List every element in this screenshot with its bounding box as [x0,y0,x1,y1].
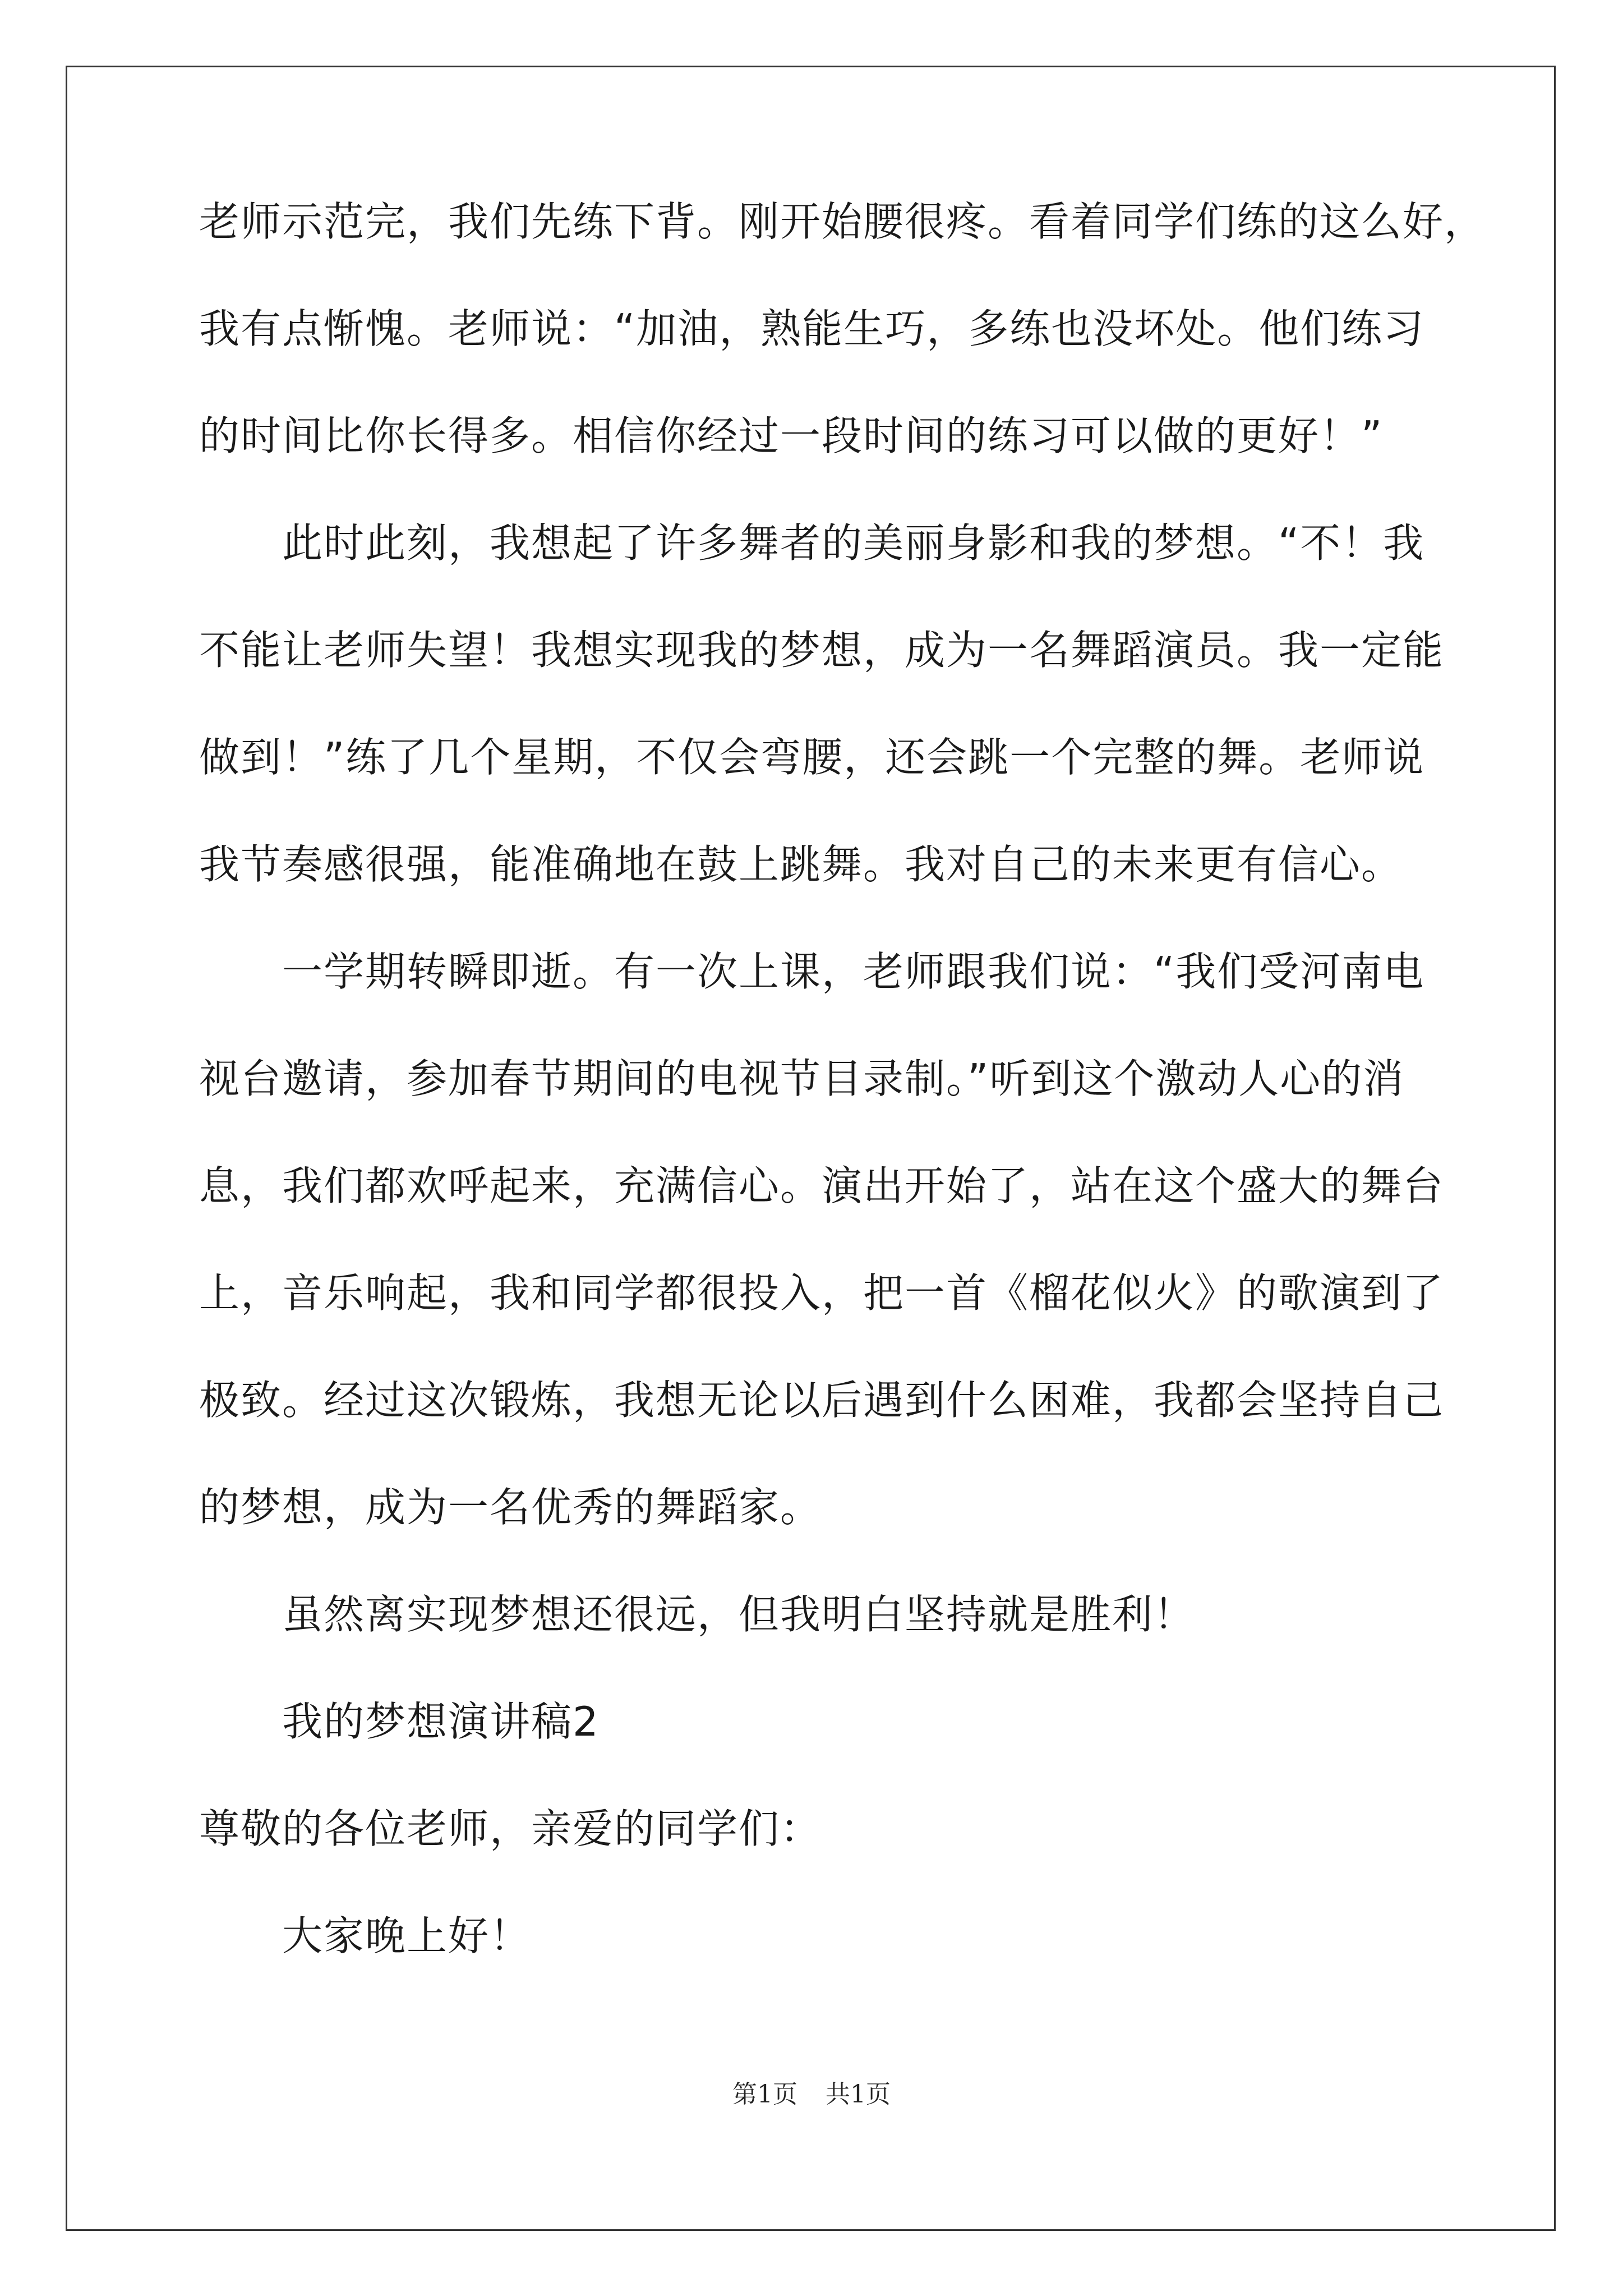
section-title: 我的梦想演讲稿2 [282,1698,600,1745]
text-line: 不能让老师失望！我想实现我的梦想，成为一名舞蹈演员。我一定能 [199,627,1445,674]
text-line: 做到！”练了几个星期，不仅会弯腰，还会跳一个完整的舞。老师说 [199,734,1425,781]
page-total: 共1页 [826,2080,891,2109]
greeting: 大家晚上好！ [282,1912,532,1959]
text-line: 上，音乐响起，我和同学都很投入，把一首《榴花似火》的歌演到了 [199,1269,1445,1317]
text-line: 的梦想，成为一名优秀的舞蹈家。 [199,1484,822,1531]
paragraph-first-line: 虽然离实现梦想还很远，但我明白坚持就是胜利！ [282,1591,1196,1638]
paragraph-first-line: 一学期转瞬即逝。有一次上课，老师跟我们说：“我们受河南电 [282,948,1425,995]
paragraph-first-line: 此时此刻，我想起了许多舞者的美丽身影和我的梦想。“不！我 [282,519,1425,567]
text-line: 的时间比你长得多。相信你经过一段时间的练习可以做的更好！” [199,412,1384,459]
text-line: 视台邀请，参加春节期间的电视节目录制。”听到这个激动人心的消 [199,1055,1405,1102]
salutation: 尊敬的各位老师，亲爱的同学们： [199,1805,822,1852]
text-line: 息，我们都欢呼起来，充满信心。演出开始了，站在这个盛大的舞台 [199,1162,1445,1209]
page-number: 第1页 [732,2080,797,2109]
text-line: 老师示范完，我们先练下背。刚开始腰很疼。看着同学们练的这么好， [199,198,1486,245]
text-line: 我有点惭愧。老师说：“加油，熟能生巧，多练也没坏处。他们练习 [199,305,1425,352]
page-footer [0,2078,1623,2111]
text-line: 极致。经过这次锻炼，我想无论以后遇到什么困难，我都会坚持自己 [199,1377,1445,1424]
text-line: 我节奏感很强，能准确地在鼓上跳舞。我对自己的未来更有信心。 [199,841,1403,888]
